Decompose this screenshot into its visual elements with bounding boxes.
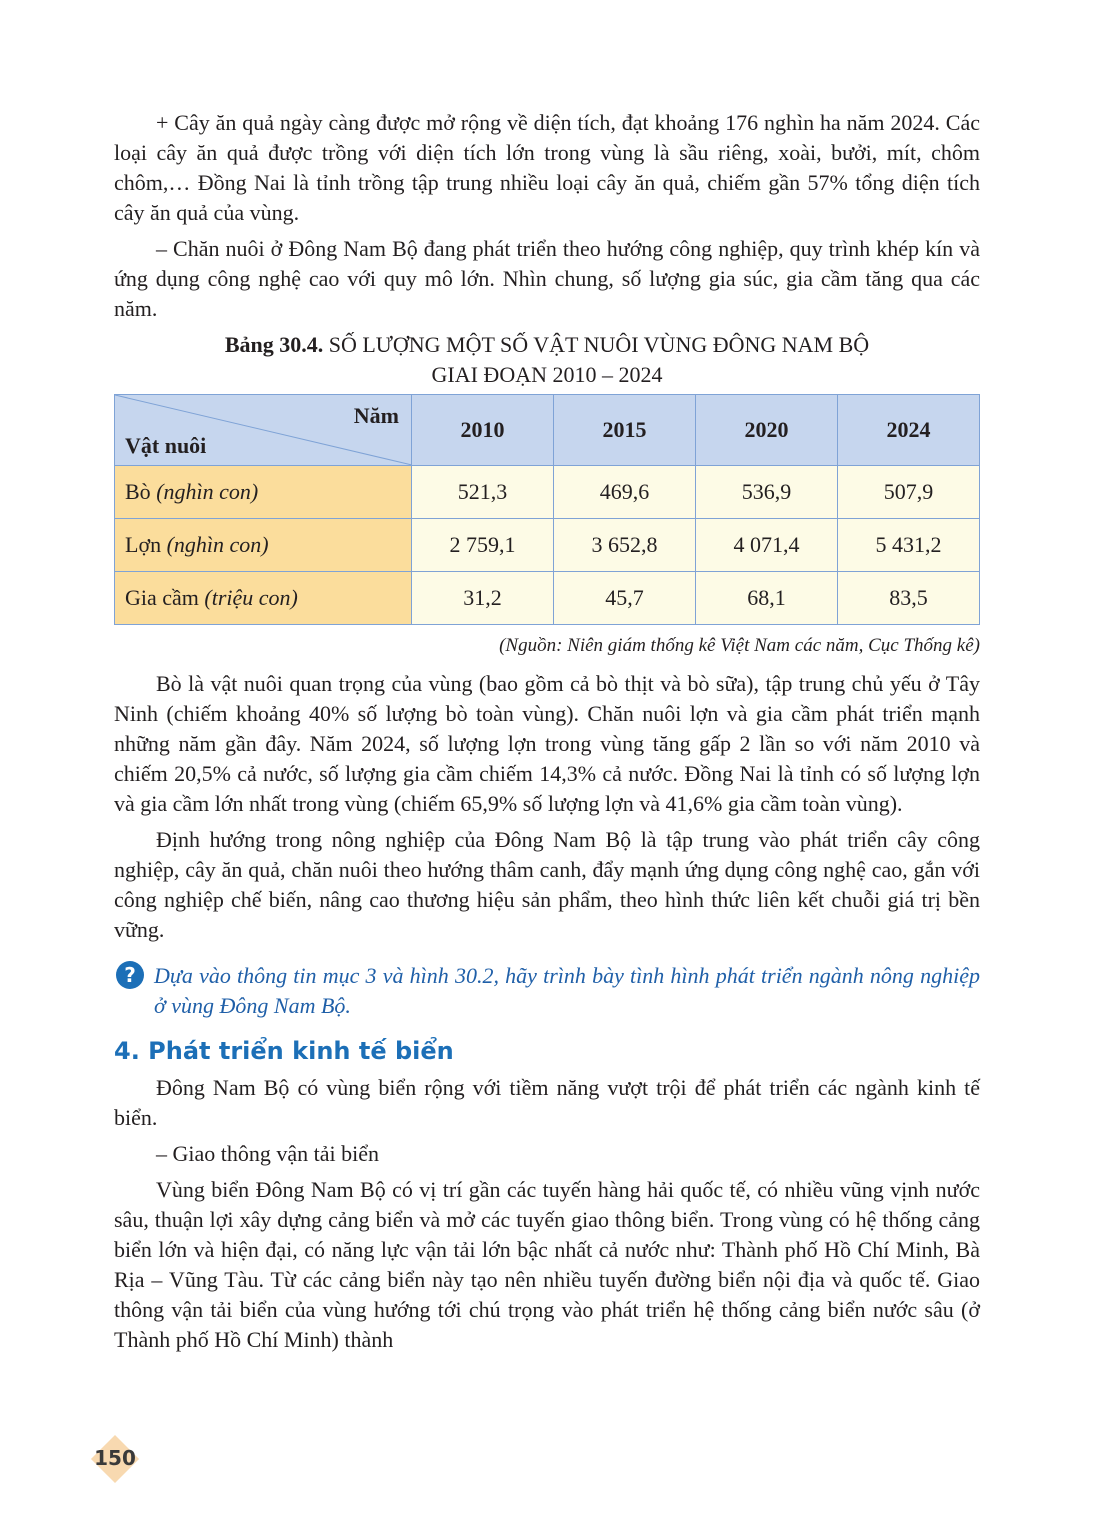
animal-name: Gia cầm: [125, 585, 199, 610]
row-header: [115, 466, 412, 519]
table-caption-subtitle: GIAI ĐOẠN 2010 – 2024: [431, 362, 663, 387]
table-corner-header: [115, 395, 412, 466]
animal-name: Bò: [125, 479, 151, 504]
table-caption-title: SỐ LƯỢNG MỘT SỐ VẬT NUÔI VÙNG ĐÔNG NAM BỘ: [328, 332, 870, 357]
year-header: 2010: [412, 395, 554, 466]
page-number: 150: [94, 1446, 136, 1470]
table-cell: 507,9: [838, 466, 980, 519]
table-cell: 4 071,4: [696, 519, 838, 572]
table-cell: 3 652,8: [554, 519, 696, 572]
question-circle-icon: ?: [116, 961, 144, 989]
table-row: [115, 572, 980, 625]
question-box: [114, 961, 980, 1021]
question-text: Dựa vào thông tin mục 3 và hình 30.2, hãy trình bày tình hình phát triển ngành nông nghiệp ở vùng Đông Nam Bộ.: [154, 963, 980, 1018]
page-number-badge: [92, 1440, 138, 1480]
table-source: (Nguồn: Niên giám thống kê Việt Nam các năm, Cục Thống kê): [499, 635, 980, 656]
page-content: [114, 108, 980, 1361]
paragraph: Bò là vật nuôi quan trọng của vùng (bao gồm cả bò thịt và bò sữa), tập trung chủ yếu ở Tây Ninh (chiếm khoảng 40% số lượng bò toàn vùng). Chăn nuôi lợn và gia cầm phát triển mạnh những năm gần đây. Năm 2024, số lượng lợn trong vùng tăng gấp 2 lần so với năm 2010 và chiếm 20,5% cả nước, số lượng gia cầm chiếm 14,3% cả nước. Đồng Nai là tỉnh có số lượng lợn và gia cầm lớn nhất trong vùng (chiếm 65,9% số lượng lợn và 41,6% gia cầm toàn vùng).: [114, 671, 980, 816]
year-header: 2015: [554, 395, 696, 466]
section-heading: 4. Phát triển kinh tế biển: [114, 1037, 454, 1065]
row-header: [115, 572, 412, 625]
animal-unit: (nghìn con): [156, 479, 259, 504]
table-cell: 83,5: [838, 572, 980, 625]
paragraph: Vùng biển Đông Nam Bộ có vị trí gần các tuyến hàng hải quốc tế, có nhiều vũng vịnh nước sâu, thuận lợi xây dựng cảng biển và mở các tuyến giao thông biển. Trong vùng có hệ thống cảng biển lớn và hiện đại, có năng lực vận tải lớn bậc nhất cả nước như: Thành phố Hồ Chí Minh, Bà Rịa – Vũng Tàu. Từ các cảng biển này tạo nên nhiều tuyến đường biển nội địa và quốc tế. Giao thông vận tải biển của vùng hướng tới chú trọng vào phát triển hệ thống cảng biển nước sâu (ở Thành phố Hồ Chí Minh) thành: [114, 1177, 980, 1352]
table-cell: 31,2: [412, 572, 554, 625]
paragraph: Đông Nam Bộ có vùng biển rộng với tiềm năng vượt trội để phát triển các ngành kinh tế biển.: [114, 1075, 980, 1130]
animal-unit: (nghìn con): [166, 532, 269, 557]
table-caption-label: Bảng 30.4.: [224, 332, 324, 357]
table-header-row: [115, 395, 980, 466]
table-cell: 2 759,1: [412, 519, 554, 572]
paragraph: Định hướng trong nông nghiệp của Đông Nam Bộ là tập trung vào phát triển cây công nghiệp, cây ăn quả, chăn nuôi theo hướng thâm canh, đẩy mạnh ứng dụng công nghệ cao, gắn với công nghiệp chế biến, nâng cao thương hiệu sản phẩm, theo hình thức liên kết chuỗi giá trị bền vững.: [114, 827, 980, 942]
table-cell: 521,3: [412, 466, 554, 519]
table-row: [115, 466, 980, 519]
year-header: 2024: [838, 395, 980, 466]
table-caption: [114, 330, 980, 390]
table-cell: 536,9: [696, 466, 838, 519]
animal-name: Lợn: [125, 532, 162, 557]
livestock-table: [114, 394, 980, 625]
paragraph: – Chăn nuôi ở Đông Nam Bộ đang phát triển theo hướng công nghiệp, quy trình khép kín và ứng dụng công nghệ cao với quy mô lớn. Nhìn chung, số lượng gia súc, gia cầm tăng qua các năm.: [114, 236, 980, 321]
year-header: 2020: [696, 395, 838, 466]
table-cell: 5 431,2: [838, 519, 980, 572]
table-cell: 45,7: [554, 572, 696, 625]
table-cell: 68,1: [696, 572, 838, 625]
table-row: [115, 519, 980, 572]
row-header: [115, 519, 412, 572]
paragraph: + Cây ăn quả ngày càng được mở rộng về diện tích, đạt khoảng 176 nghìn ha năm 2024. Các loại cây ăn quả được trồng với diện tích lớn trong vùng là sầu riêng, xoài, bưởi, mít, chôm chôm,… Đồng Nai là tỉnh trồng tập trung nhiều loại cây ăn quả, chiếm gần 57% tổng diện tích cây ăn quả của vùng.: [114, 110, 980, 225]
table-cell: 469,6: [554, 466, 696, 519]
animal-unit: (triệu con): [204, 585, 298, 610]
header-year-label: Năm: [353, 403, 399, 428]
paragraph: – Giao thông vận tải biển: [156, 1141, 380, 1166]
header-animal-label: Vật nuôi: [125, 433, 207, 458]
